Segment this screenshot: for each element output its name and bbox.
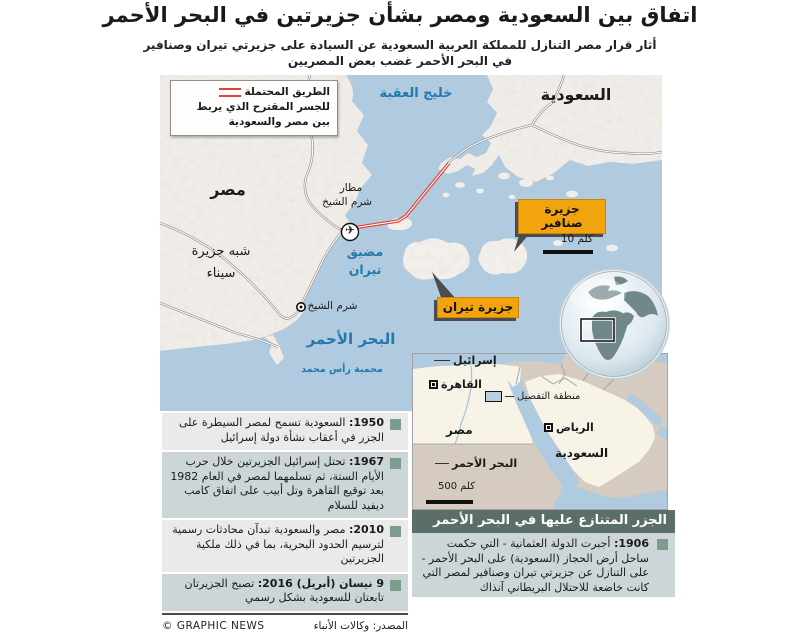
page-title: اتفاق بين السعودية ومصر بشأن جزيرتين في البحر الأحمر (102, 3, 698, 27)
tiran-island (403, 238, 470, 279)
green-square-bullet (390, 580, 401, 591)
legend-line-3: بين مصر والسعودية (228, 116, 330, 128)
footer-divider-rule (162, 613, 408, 615)
cairo-city-marker (429, 380, 438, 389)
legend-line-2: للجسر المقترح الذي يربط (196, 101, 330, 113)
timeline-year: 2010: (348, 523, 384, 536)
timeline-row-1967 (162, 452, 408, 518)
inset-label-saudi-arabia: السعودية (555, 446, 609, 460)
disputed-islands-header: الجزر المتنازع عليها في البحر الأحمر (412, 510, 675, 533)
label-red-sea: البحر الأحمر (306, 330, 396, 348)
graphic-news-credit: © GRAPHIC NEWS (162, 619, 265, 632)
timeline-text: تحتل إسرائيل الجزيرتين خلال حرب الأيام الستة، ثم تسلمهما لمصر في العام 1982 بعد توقيع القاهرة وتل أبيب على اتفاق كامب ديفيد للسلام (170, 455, 384, 512)
detail-pointer-line (505, 396, 514, 398)
green-square-bullet (657, 539, 668, 550)
subtitle-line-2: في البحر الأحمر غضب بعض المصريين (287, 54, 513, 68)
inset-scale-label: 500 كلم (438, 481, 475, 492)
timeline-row-2010 (162, 520, 408, 572)
main-scale-label: 10 كلم (560, 233, 593, 245)
timeline-panel (162, 413, 408, 632)
israel-pointer-line (434, 360, 450, 362)
sharm-marker-dot (300, 306, 303, 309)
disputed-year: 1906: (613, 537, 649, 550)
timeline-year: 1967: (348, 455, 384, 468)
timeline-year: 9 نيسان (أبريل) 2016: (257, 576, 384, 590)
label-strait-line2: تيران (348, 262, 382, 277)
riyadh-city-marker (544, 423, 553, 432)
legend-line-1: الطريق المحتملة (244, 86, 330, 98)
label-airport-line2: شرم الشيخ (322, 196, 372, 208)
green-square-bullet (390, 419, 401, 430)
timeline-text: مصر والسعودية تبدآن محادثات رسمية لترسيم الحدود البحرية، بما في ذلك ملكية الجزيرتين (172, 523, 384, 565)
detail-area-rect-icon (485, 391, 502, 402)
disputed-islands-body (412, 533, 675, 597)
disputed-text: أجبرت الدولة العثمانية - التي حكمت ساحل أرض الحجاز (السعودية) على البحر الأحمر - على التنازل عن جزيرتي تيران وصنافير لمصر التي كانت خاضعة للاحتلال البريطاني آنذاك (421, 537, 649, 594)
label-sinai-line2: سيناء (206, 266, 236, 281)
inset-label-egypt: مصر (446, 423, 473, 437)
label-gulf-of-aqaba: خليج العقبة (379, 86, 453, 101)
sanafir-island-callout: جزيرة صنافير (518, 199, 606, 234)
label-strait-line1: مضيق (346, 244, 384, 259)
footer (162, 620, 408, 632)
inset-label-detail-area: منطقة التفصيل (485, 391, 580, 402)
subtitle-line-1: أثار قرار مصر التنازل للمملكة العربية السعودية عن السيادة على جزيرتي تيران وصنافير (143, 38, 657, 52)
timeline-row-1950 (162, 413, 408, 450)
tiran-island-callout: جزيرة تيران (437, 297, 519, 318)
source-credit: المصدر: وكالات الأنباء (313, 619, 408, 632)
inset-scale-bar (426, 500, 473, 504)
label-ras-mohammed: محمية رأس محمد (301, 364, 383, 375)
label-egypt: مصر (210, 180, 246, 199)
inset-label-red-sea: البحر الأحمر (435, 457, 517, 470)
green-square-bullet (390, 526, 401, 537)
bridge-route-legend (170, 80, 338, 136)
timeline-row-2016 (162, 574, 408, 611)
label-saudi-arabia: السعودية (540, 85, 612, 104)
green-square-bullet (390, 458, 401, 469)
timeline-text: تصبح الجزيرتان تابعتان للسعودية بشكل رسمي (184, 576, 384, 604)
airplane-icon: ✈ (344, 223, 356, 237)
label-airport-line1: مطار (339, 182, 363, 194)
globe-locator-icon (558, 268, 670, 380)
inset-label-israel: إسرائيل (434, 354, 497, 367)
route-legend-symbol (219, 88, 241, 97)
main-scale-bar (543, 250, 593, 254)
label-sinai-line1: شبه جزيرة (191, 244, 251, 259)
timeline-year: 1950: (348, 416, 384, 429)
timeline-text: السعودية تسمح لمصر السيطرة على الجزر في أعقاب نشأة دولة إسرائيل (178, 416, 384, 444)
label-sharm-el-sheikh: شرم الشيخ (307, 300, 358, 312)
inset-label-cairo: القاهرة (429, 378, 482, 391)
red-sea-pointer-line (435, 463, 449, 465)
inset-label-riyadh: الرياض (544, 421, 594, 434)
